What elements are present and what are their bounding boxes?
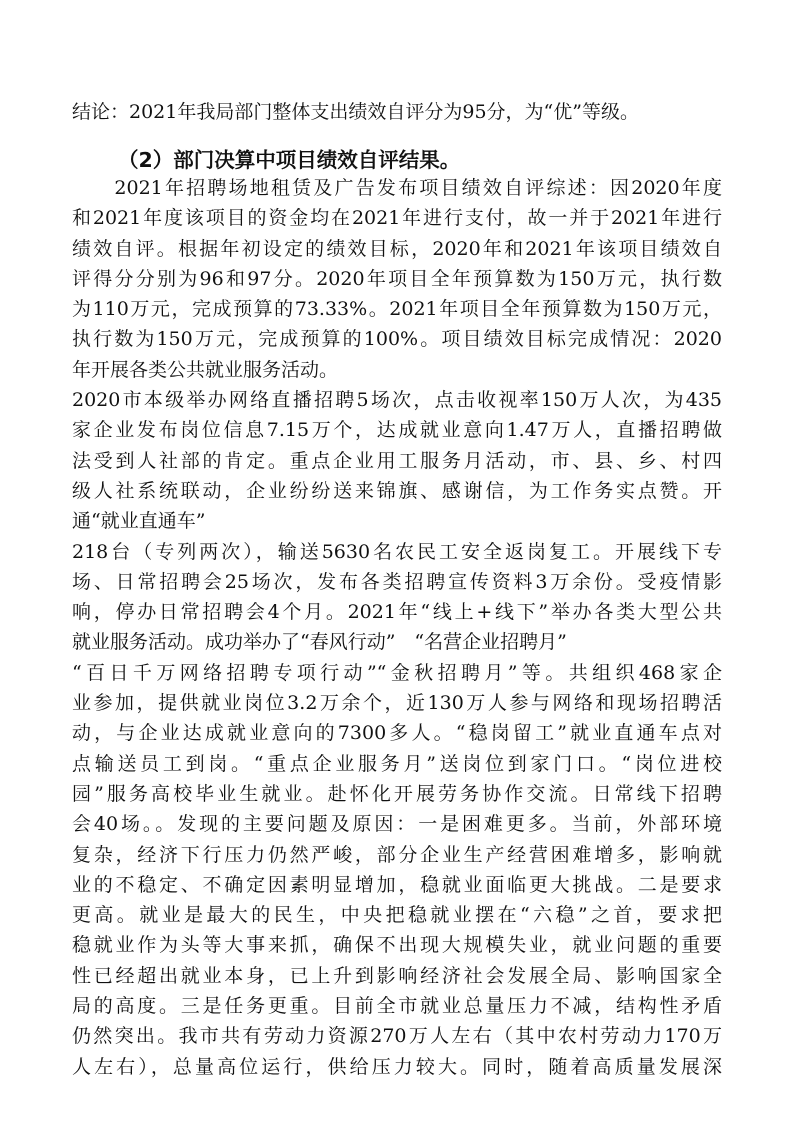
body-line: 执行数为150万元，完成预算的100%。项目绩效目标完成情况：2020 xyxy=(72,328,722,351)
section-heading: （2）部门决算中项目绩效自评结果。 xyxy=(118,148,461,172)
conclusion-paragraph: 结论：2021年我局部门整体支出绩效自评分为95分，为“优”等级。 xyxy=(72,101,639,123)
body-line: 点输送员工到岗。“重点企业服务月”送岗位到家门口。“岗位进校 xyxy=(72,752,722,775)
body-line: 业的不稳定、不确定因素明显增加，稳就业面临更大挑战。二是要求 xyxy=(72,873,722,896)
body-line: 更高。就业是最大的民生，中央把稳就业摆在“六稳”之首，要求把 xyxy=(72,904,722,927)
body-line: 人左右），总量高位运行，供给压力较大。同时，随着高质量发展深 xyxy=(72,1055,722,1078)
body-line: 园”服务高校毕业生就业。赴怀化开展劳务协作交流。日常线下招聘 xyxy=(72,782,722,805)
body-line: 绩效自评。根据年初设定的绩效目标，2020年和2021年该项目绩效自 xyxy=(72,237,722,260)
body-line: 性已经超出就业本身，已上升到影响经济社会发展全局、影响国家全 xyxy=(72,964,722,987)
body-line: 为110万元，完成预算的73.33%。2021年项目全年预算数为150万元， xyxy=(72,298,722,321)
body-line: 和2021年度该项目的资金均在2021年进行支付，故一并于2021年进行 xyxy=(72,207,722,230)
body-line: 家企业发布岗位信息7.15万个，达成就业意向1.47万人，直播招聘做 xyxy=(72,419,722,442)
body-line: 2021年招聘场地租赁及广告发布项目绩效自评综述：因2020年度 xyxy=(72,177,722,199)
body-line: 级人社系统联动，企业纷纷送来锦旗、感谢信，为工作务实点赞。开 xyxy=(72,479,722,502)
body-line: “百日千万网络招聘专项行动”“金秋招聘月”等。共组织468家企 xyxy=(72,661,722,684)
body-line: 响，停办日常招聘会4个月。2021年“线上+线下”举办各类大型公共 xyxy=(72,601,722,624)
body-line: 年开展各类公共就业服务活动。 xyxy=(72,358,339,381)
body-line: 动，与企业达成就业意向的7300多人。“稳岗留工”就业直通车点对 xyxy=(72,722,722,745)
body-line: 稳就业作为头等大事来抓，确保不出现大规模失业，就业问题的重要 xyxy=(72,934,722,957)
body-line: 通“就业直通车” xyxy=(72,510,206,533)
body-line: 复杂，经济下行压力仍然严峻，部分企业生产经营困难增多，影响就 xyxy=(72,843,722,866)
body-line: 法受到人社部的肯定。重点企业用工服务月活动，市、县、乡、村四 xyxy=(72,449,722,472)
body-line: 2020市本级举办网络直播招聘5场次，点击收视率150万人次，为435 xyxy=(72,389,722,412)
body-line: 218台（专列两次），输送5630名农民工安全返岗复工。开展线下专 xyxy=(72,540,722,563)
body-line: 仍然突出。我市共有劳动力资源270万人左右（其中农村劳动力170万 xyxy=(72,1025,722,1048)
body-line: 就业服务活动。成功举办了“春风行动” “名营企业招聘月” xyxy=(72,631,567,654)
body-line: 业参加，提供就业岗位3.2万余个，近130万人参与网络和现场招聘活 xyxy=(72,692,722,715)
body-text xyxy=(72,173,722,1082)
body-line: 局的高度。三是任务更重。目前全市就业总量压力不减，结构性矛盾 xyxy=(72,995,722,1018)
body-line: 评得分分别为96和97分。2020年项目全年预算数为150万元，执行数 xyxy=(72,267,722,290)
body-line: 场、日常招聘会25场次，发布各类招聘宣传资料3万余份。受疫情影 xyxy=(72,570,722,593)
body-line: 会40场。。发现的主要问题及原因：一是困难更多。当前，外部环境 xyxy=(72,813,722,836)
